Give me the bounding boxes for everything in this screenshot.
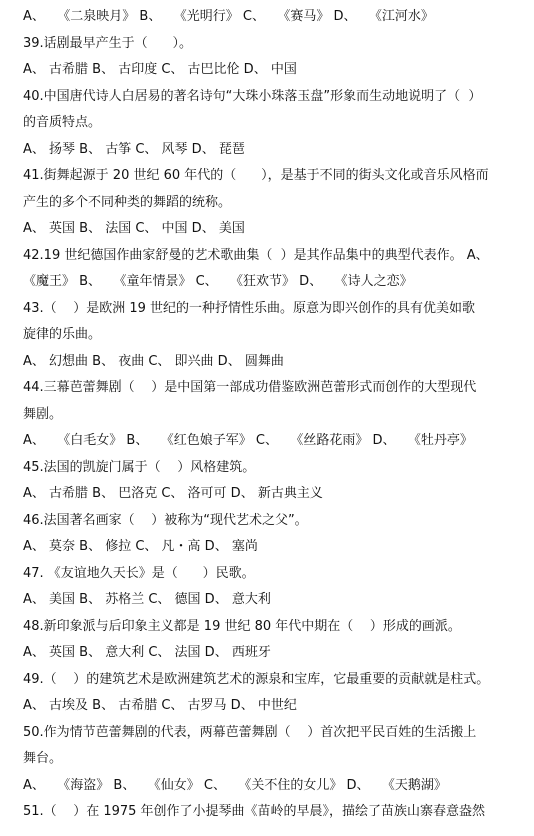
text-line: 45.法国的凯旋门属于（ ）风格建筑。 bbox=[23, 459, 256, 475]
text-line: 的音质特点。 bbox=[23, 115, 102, 130]
text-line: A、 古希腊 B、 古印度 C、 古巴比伦 D、 中国 bbox=[23, 62, 297, 77]
text-line: A、 《白毛女》 B、 《红色娘子军》 C、 《丝路花雨》 D、 《牡丹亭》 bbox=[23, 433, 473, 448]
text-line: 48.新印象派与后印象主义都是 19 世纪 80 年代中期在（ ）形成的画派。 bbox=[23, 618, 461, 634]
text-line: 47. 《友谊地久天长》是（ ）民歌。 bbox=[23, 565, 255, 581]
text-line: 51.（ ）在 1975 年创作了小提琴曲《苗岭的早晨》，描绘了苗族山寨春意盎然 bbox=[23, 804, 486, 819]
text-line: A、 美国 B、 苏格兰 C、 德国 D、 意大利 bbox=[23, 592, 271, 607]
text-line: A、 英国 B、 意大利 C、 法国 D、 西班牙 bbox=[23, 645, 271, 660]
text-line: 39.话剧最早产生于（ ）。 bbox=[23, 35, 192, 51]
text-line: A、 古希腊 B、 巴洛克 C、 洛可可 D、 新古典主义 bbox=[23, 486, 323, 501]
text-line: 产生的多个不同种类的舞蹈的统称。 bbox=[23, 194, 232, 210]
text-line: 舞台。 bbox=[23, 751, 63, 766]
text-line: 舞剧。 bbox=[23, 406, 63, 422]
text-line: A、 古埃及 B、 古希腊 C、 古罗马 D、 中世纪 bbox=[23, 698, 297, 713]
text-line: A、 莫奈 B、 修拉 C、 凡・高 D、 塞尚 bbox=[23, 539, 258, 554]
text-line: A、 《海盗》 B、 《仙女》 C、 《关不住的女儿》 D、 《天鹅湖》 bbox=[23, 777, 447, 793]
text-line: A、 幻想曲 B、 夜曲 C、 即兴曲 D、 圆舞曲 bbox=[23, 353, 284, 369]
text-line: 旋律的乐曲。 bbox=[23, 327, 102, 342]
text-line: 44.三幕芭蕾舞剧（ ）是中国第一部成功借鉴欧洲芭蕾形式而创作的大型现代 bbox=[23, 380, 477, 395]
text-line: 41.街舞起源于 20 世纪 60 年代的（ ），是基于不同的街头文化或音乐风格而 bbox=[23, 168, 489, 183]
text-line: A、 扬琴 B、 古筝 C、 风琴 D、 琵琶 bbox=[23, 141, 245, 157]
text-line: 《魔王》 B、 《童年情景》 C、 《狂欢节》 D、 《诗人之恋》 bbox=[23, 274, 413, 289]
text-line: 43.（ ）是欧洲 19 世纪的一种抒情性乐曲。原意为即兴创作的具有优美如歌 bbox=[23, 300, 476, 316]
text-line: 49.（ ）的建筑艺术是欧洲建筑艺术的源泉和宝库，它最重要的贡献就是柱式。 bbox=[23, 671, 490, 687]
text-line: 40.中国唐代诗人白居易的著名诗句“大珠小珠落玉盘”形象而生动地说明了（ ） bbox=[23, 88, 482, 104]
text-line: A、 英国 B、 法国 C、 中国 D、 美国 bbox=[23, 221, 245, 236]
text-line: 42.19 世纪德国作曲家舒曼的艺术歌曲集（ ）是其作品集中的典型代表作。 A、 bbox=[23, 247, 489, 263]
text-line: 46.法国著名画家（ ）被称为“现代艺术之父”。 bbox=[23, 512, 308, 528]
text-line: 50.作为情节芭蕾舞剧的代表，两幕芭蕾舞剧（ ）首次把平民百姓的生活搬上 bbox=[23, 724, 477, 740]
text-line: A、 《二泉映月》 B、 《光明行》 C、 《赛马》 D、 《江河水》 bbox=[23, 9, 434, 24]
